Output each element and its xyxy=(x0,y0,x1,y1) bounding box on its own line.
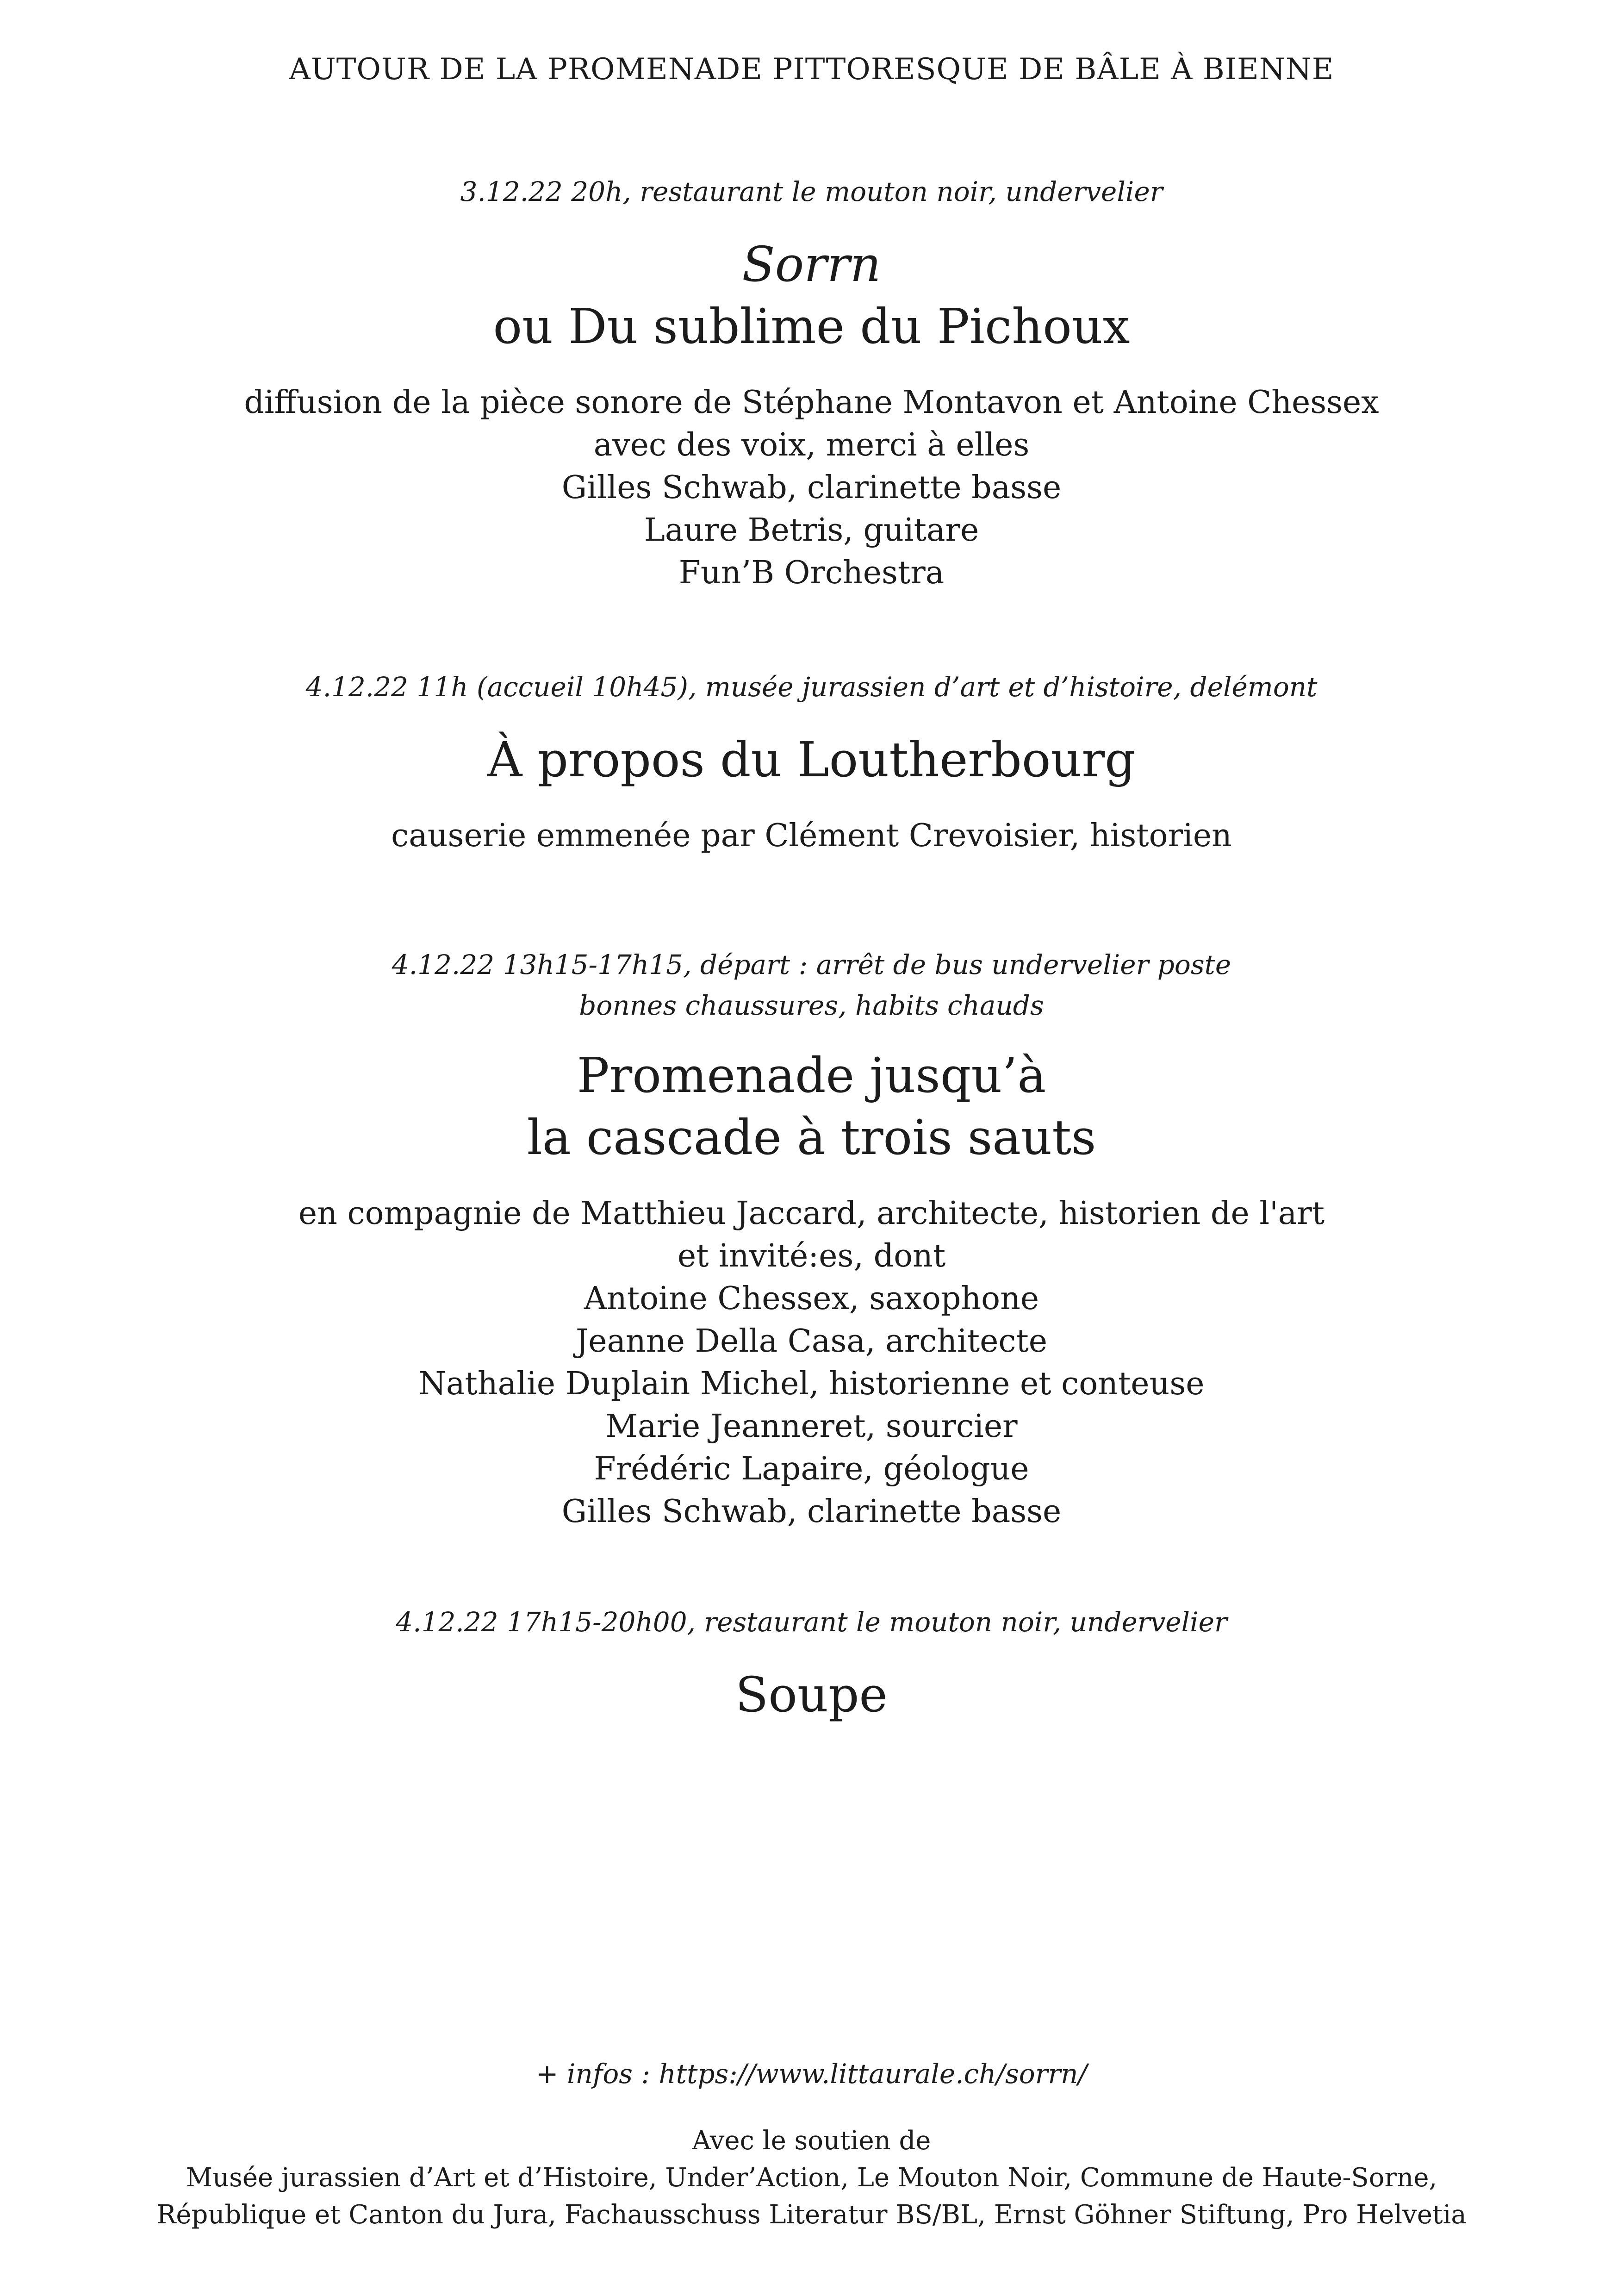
event-title xyxy=(0,729,1623,791)
description-line: Gilles Schwab, clarinette basse xyxy=(561,1493,1062,1530)
event-title xyxy=(0,1664,1623,1726)
support-block xyxy=(0,2122,1623,2234)
description-line: Antoine Chessex, saxophone xyxy=(584,1280,1039,1317)
description-line: Jeanne Della Casa, architecte xyxy=(575,1323,1048,1360)
event-description xyxy=(0,1192,1623,1533)
event-meta-line: 4.12.22 13h15-17h15, départ : arrêt de bus undervelier poste xyxy=(392,949,1231,980)
description-line: Fun’B Orchestra xyxy=(678,555,945,591)
description-line: en compagnie de Matthieu Jaccard, architecte, historien de l'art xyxy=(298,1195,1325,1232)
event-title-line: Promenade jusqu’à xyxy=(577,1047,1046,1104)
event-promenade xyxy=(0,944,1623,1533)
description-line: Marie Jeanneret, sourcier xyxy=(605,1408,1018,1445)
info-link[interactable]: + infos : https://www.littaurale.ch/sorrn/ xyxy=(535,2058,1088,2090)
support-line: République et Canton du Jura, Fachausschuss Literatur BS/BL, Ernst Göhner Stiftung, Pro Helvetia xyxy=(156,2200,1467,2230)
description-line: Laure Betris, guitare xyxy=(644,512,979,549)
description-line: Frédéric Lapaire, géologue xyxy=(594,1451,1029,1487)
event-title-italic: Sorrn xyxy=(742,236,881,293)
event-description xyxy=(0,381,1623,594)
event-meta-line: 3.12.22 20h, restaurant le mouton noir, undervelier xyxy=(460,176,1163,207)
event-description xyxy=(0,815,1623,857)
event-title-line: Soupe xyxy=(735,1666,888,1723)
event-meta-line: 4.12.22 17h15-20h00, restaurant le mouton noir, undervelier xyxy=(396,1606,1227,1638)
event-meta xyxy=(0,667,1623,707)
event-soupe xyxy=(0,1602,1623,1726)
description-line: Nathalie Duplain Michel, historienne et conteuse xyxy=(418,1366,1205,1402)
support-heading: Avec le soutien de xyxy=(692,2126,931,2156)
event-meta xyxy=(0,171,1623,212)
description-line: Gilles Schwab, clarinette basse xyxy=(561,469,1062,506)
event-meta-line: bonnes chaussures, habits chauds xyxy=(579,990,1044,1021)
description-line: diffusion de la pièce sonore de Stéphane Montavon et Antoine Chessex xyxy=(244,384,1379,421)
description-line: avec des voix, merci à elles xyxy=(593,427,1030,463)
event-title xyxy=(0,233,1623,357)
event-meta-line: 4.12.22 11h (accueil 10h45), musée jurassien d’art et d’histoire, delémont xyxy=(305,671,1318,703)
description-line: et invité:es, dont xyxy=(677,1238,946,1274)
event-title xyxy=(0,1044,1623,1168)
page-header: AUTOUR DE LA PROMENADE PITTORESQUE DE BÂLE À BIENNE xyxy=(289,52,1334,87)
event-title-line: À propos du Loutherbourg xyxy=(487,731,1136,788)
support-line: Musée jurassien d’Art et d’Histoire, Under’Action, Le Mouton Noir, Commune de Haute-Sorne, xyxy=(186,2163,1437,2193)
event-title-line: ou Du sublime du Pichoux xyxy=(493,298,1130,355)
event-meta xyxy=(0,1602,1623,1642)
event-meta xyxy=(0,944,1623,1026)
event-title-line: la cascade à trois sauts xyxy=(527,1109,1096,1166)
event-sorrn xyxy=(0,171,1623,594)
event-loutherbourg xyxy=(0,667,1623,857)
description-line: causerie emmenée par Clément Crevoisier, historien xyxy=(391,817,1232,854)
